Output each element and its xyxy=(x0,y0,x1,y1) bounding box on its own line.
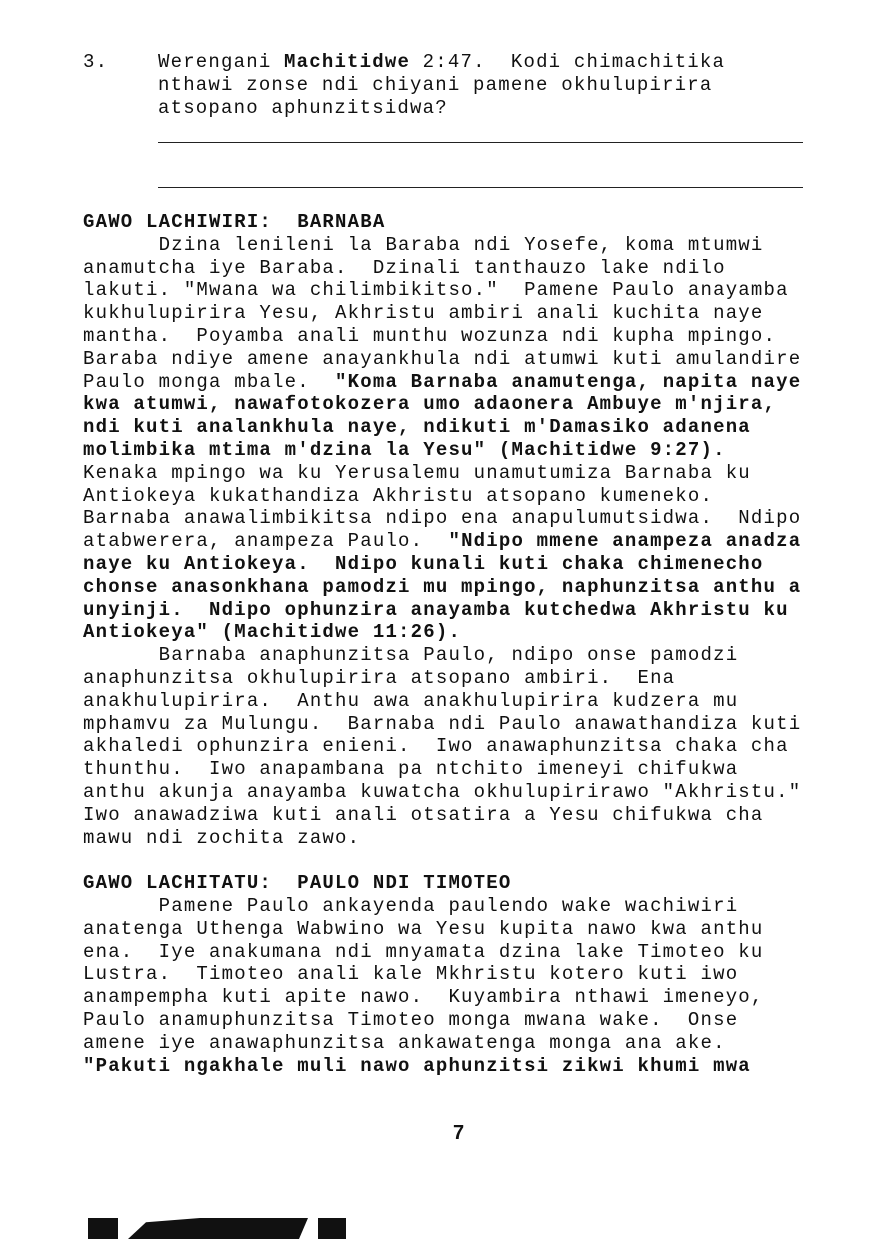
text: Werengani xyxy=(158,51,285,73)
text: atsopano aphunzitsidwa? xyxy=(158,97,448,119)
text-line xyxy=(83,781,801,803)
text-line xyxy=(83,758,738,780)
text: anakhulupirira. Anthu awa anakhulupirira kudzera mu xyxy=(83,689,739,712)
text: lakuti. "Mwana wa chilimbikitso." Pamene Paulo anayamba xyxy=(83,279,789,302)
text: Baraba ndiye amene anayankhula ndi atumwi kuti amulandire xyxy=(83,347,802,370)
text-line xyxy=(158,97,448,119)
bold-text: chonse anasonkhana pamodzi mu mpingo, naphunzitsa anthu a xyxy=(83,575,802,598)
bold-text: unyinji. Ndipo ophunzira anayamba kutchedwa Akhristu ku xyxy=(83,598,789,621)
text-line xyxy=(158,51,725,73)
text-line xyxy=(83,507,801,529)
bold-text: Antiokeya" (Machitidwe 11:26). xyxy=(83,621,462,644)
text-line xyxy=(83,485,713,507)
text-line xyxy=(83,234,764,256)
text: Barnaba anaphunzitsa Paulo, ndipo onse pamodzi xyxy=(83,644,739,667)
text-line xyxy=(83,827,360,849)
text-line xyxy=(83,963,738,985)
text-line xyxy=(83,393,776,415)
text: Dzina lenileni la Baraba ndi Yosefe, koma mtumwi xyxy=(83,233,764,256)
text-line xyxy=(83,599,789,621)
text-line xyxy=(83,530,801,552)
text-line xyxy=(83,918,764,940)
text: mawu ndi zochita zawo. xyxy=(83,826,361,849)
bold-text: naye ku Antiokeya. Ndipo kunali kuti chaka chimenecho xyxy=(83,553,764,575)
text-line xyxy=(83,1009,738,1031)
text: Iwo anawadziwa kuti anali otsatira a Yesu chifukwa cha xyxy=(83,803,764,826)
text: mantha. Poyamba anali munthu wozunza ndi kupha mpingo. xyxy=(83,325,777,347)
text-line xyxy=(83,690,738,712)
text: mphamvu za Mulungu. Barnaba ndi Paulo anawathandiza kuti xyxy=(83,712,802,735)
text: anampempha kuti apite nawo. Kuyambira nthawi imeneyo, xyxy=(83,986,764,1009)
text: Lustra. Timoteo anali kale Mkhristu kotero kuti iwo xyxy=(83,963,739,986)
bold-text: Machitidwe xyxy=(284,51,411,73)
answer-line xyxy=(158,142,803,143)
answer-line xyxy=(158,187,803,188)
text-line xyxy=(83,872,511,894)
bold-text: ndi kuti analankhula naye, ndikuti m'Damasiko adanena xyxy=(83,416,751,439)
text-line xyxy=(83,1055,751,1077)
text-line xyxy=(83,735,789,757)
text-line xyxy=(83,439,726,461)
text-line xyxy=(83,371,801,393)
text: Barnaba anawalimbikitsa ndipo ena anapulumutsidwa. Ndipo xyxy=(83,507,802,530)
text-line xyxy=(83,576,801,598)
text-line xyxy=(83,325,776,347)
text-line xyxy=(83,895,738,917)
question-number: 3. xyxy=(83,51,109,73)
text-line xyxy=(83,986,764,1008)
text: thunthu. Iwo anapambana pa ntchito imeneyi chifukwa xyxy=(83,758,739,781)
text-line xyxy=(158,74,712,96)
text-line xyxy=(83,302,764,324)
text: nthawi zonse ndi chiyani pamene okhulupirira xyxy=(158,74,713,96)
bold-text: GAWO LACHITATU: PAULO NDI TIMOTEO xyxy=(83,872,512,895)
text: atabwerera, anampeza Paulo. xyxy=(83,530,449,553)
text: anamutcha iye Baraba. Dzinali tanthauzo lake ndilo xyxy=(83,256,726,279)
text-line xyxy=(83,348,801,370)
text: ena. Iye anakumana ndi mnyamata dzina lake Timoteo ku xyxy=(83,940,764,963)
text: 2:47. Kodi chimachitika xyxy=(410,51,726,73)
text: Antiokeya kukathandiza Akhristu atsopano kumeneko. xyxy=(83,484,714,507)
text-line xyxy=(83,713,801,735)
text: Paulo anamuphunzitsa Timoteo monga mwana wake. Onse xyxy=(83,1009,739,1031)
bold-text: kwa atumwi, nawafotokozera umo adaonera Ambuye m'njira, xyxy=(83,393,777,416)
text-line xyxy=(83,462,751,484)
text-line xyxy=(83,941,764,963)
text-line xyxy=(83,667,675,689)
text-line xyxy=(83,416,751,438)
text: Paulo monga mbale. xyxy=(83,370,336,393)
text: anaphunzitsa okhulupirira atsopano ambiri. Ena xyxy=(83,667,676,689)
text-line xyxy=(83,644,738,666)
bold-text: molimbika mtima m'dzina la Yesu" (Machitidwe 9:27). xyxy=(83,439,726,461)
text-line xyxy=(83,211,385,233)
text: anthu akunja anayamba kuwatcha okhulupirirawo "Akhristu." xyxy=(83,781,802,803)
text-line xyxy=(83,257,726,279)
text: Kenaka mpingo wa ku Yerusalemu unamutumiza Barnaba ku xyxy=(83,461,751,484)
text-line xyxy=(83,804,764,826)
text: kukhulupirira Yesu, Akhristu ambiri anali kuchita naye xyxy=(83,302,764,325)
bold-text: "Koma Barnaba anamutenga, napita naye xyxy=(335,370,802,393)
text-line xyxy=(83,279,789,301)
text: amene iye anawaphunzitsa ankawatenga monga ana ake. xyxy=(83,1031,726,1054)
bold-text: GAWO LACHIWIRI: BARNABA xyxy=(83,211,386,233)
bold-text: "Pakuti ngakhale muli nawo aphunzitsi zikwi khumi mwa xyxy=(83,1054,751,1077)
text-line xyxy=(83,553,764,575)
text: Pamene Paulo ankayenda paulendo wake wachiwiri xyxy=(83,895,739,917)
text: anatenga Uthenga Wabwino wa Yesu kupita nawo kwa anthu xyxy=(83,917,764,940)
text-line xyxy=(83,621,461,643)
text-line xyxy=(83,1032,726,1054)
bold-text: "Ndipo mmene anampeza anadza xyxy=(448,530,802,553)
text: akhaledi ophunzira enieni. Iwo anawaphunzitsa chaka cha xyxy=(83,735,789,758)
page-number: 7 xyxy=(453,1122,465,1144)
